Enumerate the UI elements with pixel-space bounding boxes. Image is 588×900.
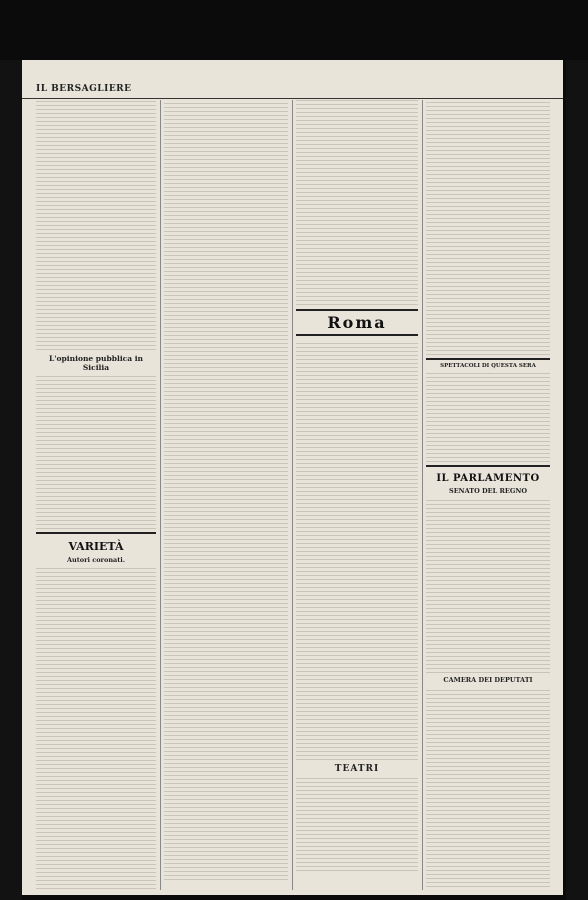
column-rule — [422, 100, 423, 890]
column-2 — [164, 100, 288, 890]
column-rule — [160, 100, 161, 890]
section-heading-spettacoli: SPETTACOLI DI QUESTA SERA — [440, 363, 536, 369]
page-header — [22, 84, 563, 99]
body-text — [296, 776, 418, 871]
column-3 — [296, 100, 418, 890]
roma-heading-box — [296, 309, 418, 336]
section-heading-camera: CAMERA DEI DEPUTATI — [443, 676, 533, 684]
article-heading-autori: Autori coronati. — [67, 556, 125, 564]
scan-margin-right — [566, 60, 588, 900]
scan-margin-left — [0, 60, 22, 900]
body-text — [36, 100, 156, 350]
column-4 — [426, 100, 550, 890]
column-1 — [36, 100, 156, 890]
body-text — [36, 374, 156, 529]
column-rule — [292, 100, 293, 890]
body-text — [36, 567, 156, 890]
body-text — [426, 498, 550, 673]
section-heading-roma: Roma — [327, 313, 387, 332]
section-heading-varieta: VARIETÀ — [68, 540, 124, 553]
section-rule — [426, 465, 550, 467]
section-heading-teatri: TEATRI — [334, 764, 380, 774]
masthead-title: IL BERSAGLIERE — [36, 84, 132, 94]
body-text — [426, 687, 550, 887]
section-heading-parlamento: IL PARLAMENTO — [436, 473, 540, 484]
body-text — [164, 100, 288, 880]
body-text — [296, 100, 418, 305]
section-rule — [36, 532, 156, 534]
body-text — [296, 340, 418, 760]
section-rule — [426, 358, 550, 360]
body-text — [426, 100, 550, 355]
section-heading-senato: SENATO DEL REGNO — [449, 487, 527, 495]
article-heading-sicilia: L'opinione pubblica in Sicilia — [48, 354, 144, 372]
body-text — [426, 372, 550, 462]
